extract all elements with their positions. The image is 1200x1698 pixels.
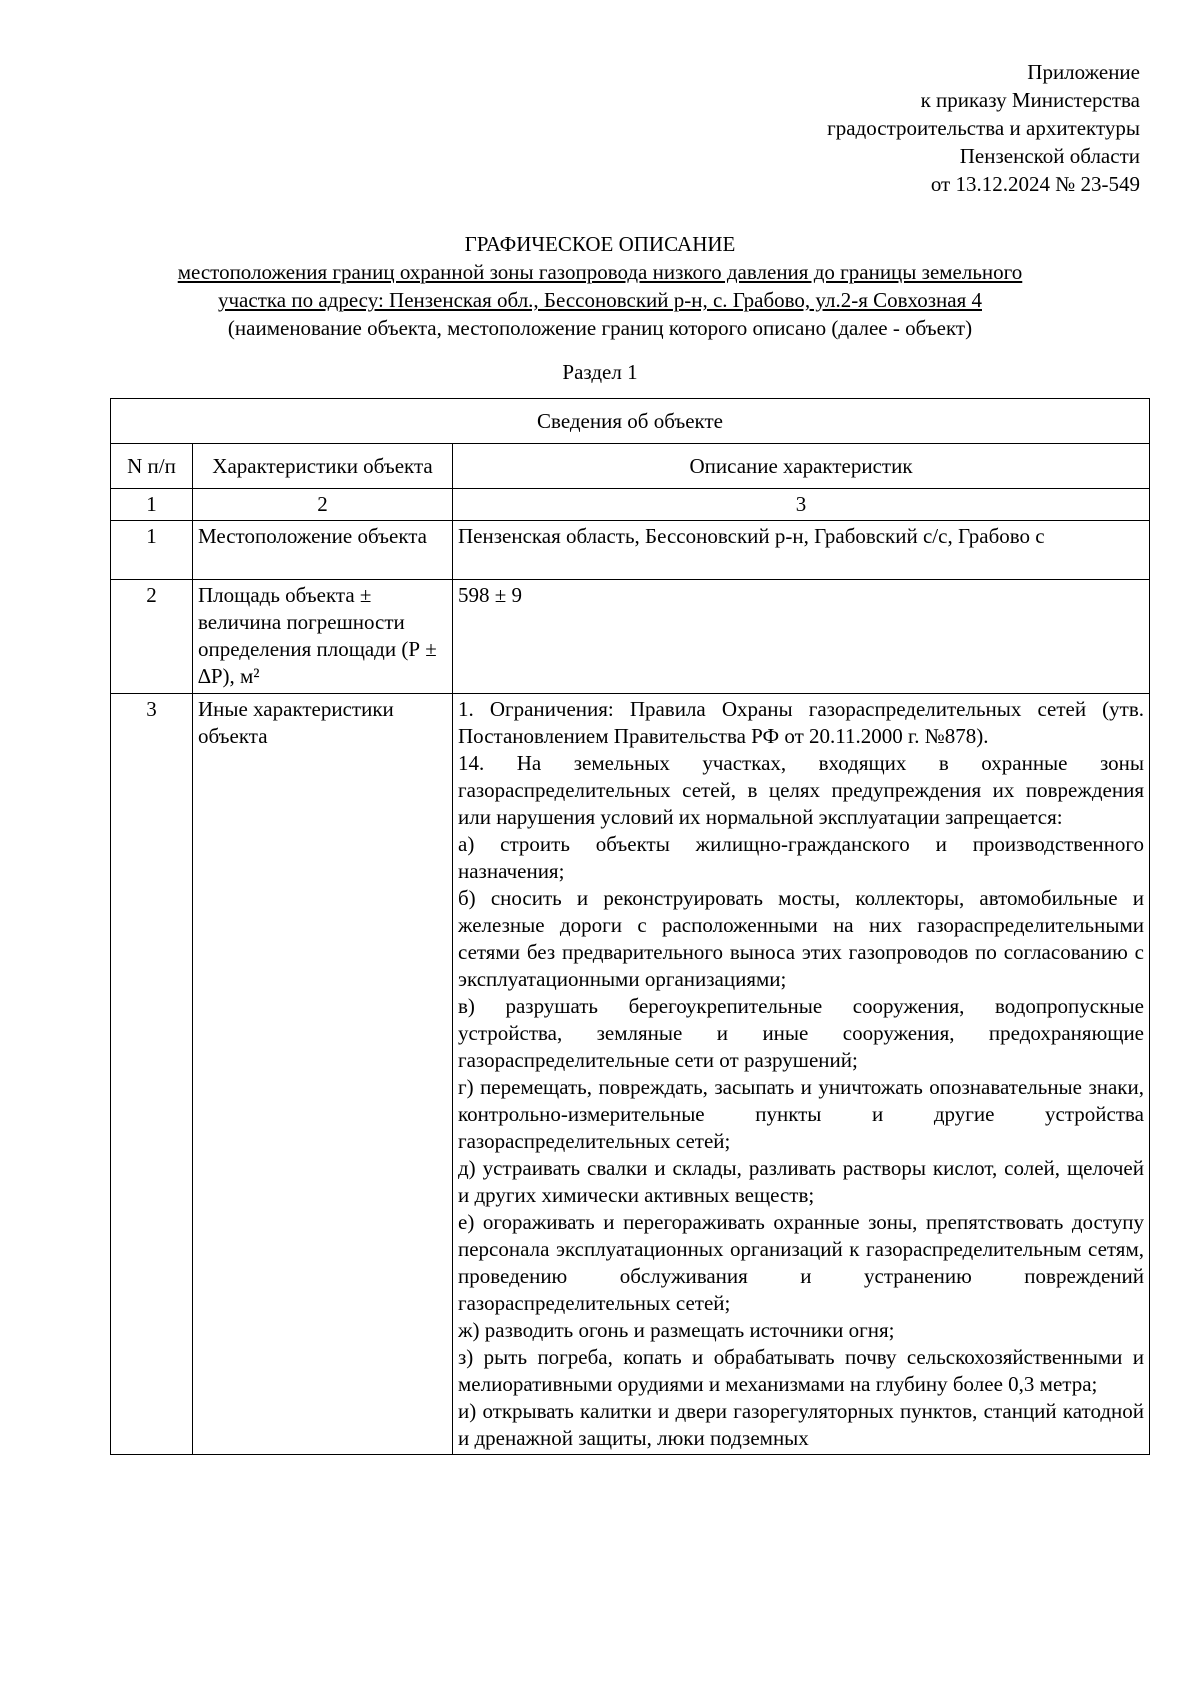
restriction-paragraph: а) строить объекты жилищно-гражданского и производственного назначения;	[458, 832, 1144, 883]
object-name-line: участка по адресу: Пензенская обл., Бессоновский р-н, с. Грабово, ул.2-я Совхозная 4	[218, 288, 982, 312]
row-description: Пензенская область, Бессоновский р-н, Грабовский с/с, Грабово с	[453, 521, 1150, 580]
column-number: 2	[193, 489, 453, 521]
object-name-line: местоположения границ охранной зоны газопровода низкого давления до границы земельного	[177, 260, 1023, 284]
restriction-paragraph: в) разрушать берегоукрепительные сооружения, водопропускные устройства, земляные и иные сооружения, предохраняющие газораспределительные сети от разрушений;	[458, 994, 1144, 1072]
column-header: Описание характеристик	[453, 444, 1150, 489]
restriction-paragraph: е) огораживать и перегораживать охранные зоны, препятствовать доступу персонала эксплуатационных организаций к газораспределительным сетям, проведению обслуживания и устранению повреждений газораспределительных сетей;	[458, 1210, 1144, 1315]
table-row	[111, 521, 1150, 580]
appendix-line: Пензенской области	[959, 144, 1140, 168]
column-number: 3	[453, 489, 1150, 521]
column-number: 1	[111, 489, 193, 521]
title-block	[60, 230, 1140, 342]
document-title: ГРАФИЧЕСКОЕ ОПИСАНИЕ	[464, 232, 736, 256]
restriction-paragraph: з) рыть погреба, копать и обрабатывать почву сельскохозяйственными и мелиоративными орудиями и механизмами на глубину более 0,3 метра;	[458, 1345, 1144, 1396]
restriction-paragraph: б) сносить и реконструировать мосты, коллекторы, автомобильные и железные дороги с расположенными на них газораспределительными сетями без предварительного выноса этих газопроводов по согласованию с эксплуатационными организациями;	[458, 886, 1144, 991]
row-description	[453, 694, 1150, 1455]
section-heading: Раздел 1	[562, 360, 638, 384]
appendix-line: Приложение	[1027, 60, 1140, 84]
row-characteristic: Местоположение объекта	[193, 521, 453, 580]
row-characteristic: Площадь объекта ± величина погрешности определения площади (Р ± ∆Р), м²	[193, 580, 453, 694]
column-header: Характеристики объекта	[193, 444, 453, 489]
restriction-paragraph: и) открывать калитки и двери газорегуляторных пунктов, станций катодной и дренажной защиты, люки подземных	[458, 1399, 1144, 1450]
object-name-caption: (наименование объекта, местоположение границ которого описано (далее - объект)	[227, 316, 973, 340]
restriction-paragraph: г) перемещать, повреждать, засыпать и уничтожать опознавательные знаки, контрольно-измерительные пункты и другие устройства газораспределительных сетей;	[458, 1075, 1144, 1153]
row-number: 3	[111, 694, 193, 1455]
row-number: 2	[111, 580, 193, 694]
restriction-paragraph: 1. Ограничения: Правила Охраны газораспределительных сетей (утв. Постановлением Правительства РФ от 20.11.2000 г. №878).	[458, 697, 1144, 748]
table-caption: Сведения об объекте	[111, 399, 1150, 444]
appendix-line: к приказу Министерства	[920, 88, 1140, 112]
restriction-paragraph: д) устраивать свалки и склады, разливать растворы кислот, солей, щелочей и других химически активных веществ;	[458, 1156, 1144, 1207]
object-info-table	[110, 398, 1150, 1455]
restriction-paragraph: ж) разводить огонь и размещать источники огня;	[458, 1318, 895, 1342]
appendix-line: от 13.12.2024 № 23-549	[930, 172, 1140, 196]
appendix-line: градостроительства и архитектуры	[827, 116, 1140, 140]
row-description: 598 ± 9	[453, 580, 1150, 694]
table-row	[111, 580, 1150, 694]
row-number: 1	[111, 521, 193, 580]
table-row	[111, 694, 1150, 1455]
restriction-paragraph: 14. На земельных участках, входящих в охранные зоны газораспределительных сетей, в целях предупреждения их повреждения или нарушения условий их нормальной эксплуатации запрещается:	[458, 751, 1144, 829]
row-characteristic: Иные характеристики объекта	[193, 694, 453, 1455]
appendix-block	[440, 58, 1140, 198]
column-header: N п/п	[111, 444, 193, 489]
